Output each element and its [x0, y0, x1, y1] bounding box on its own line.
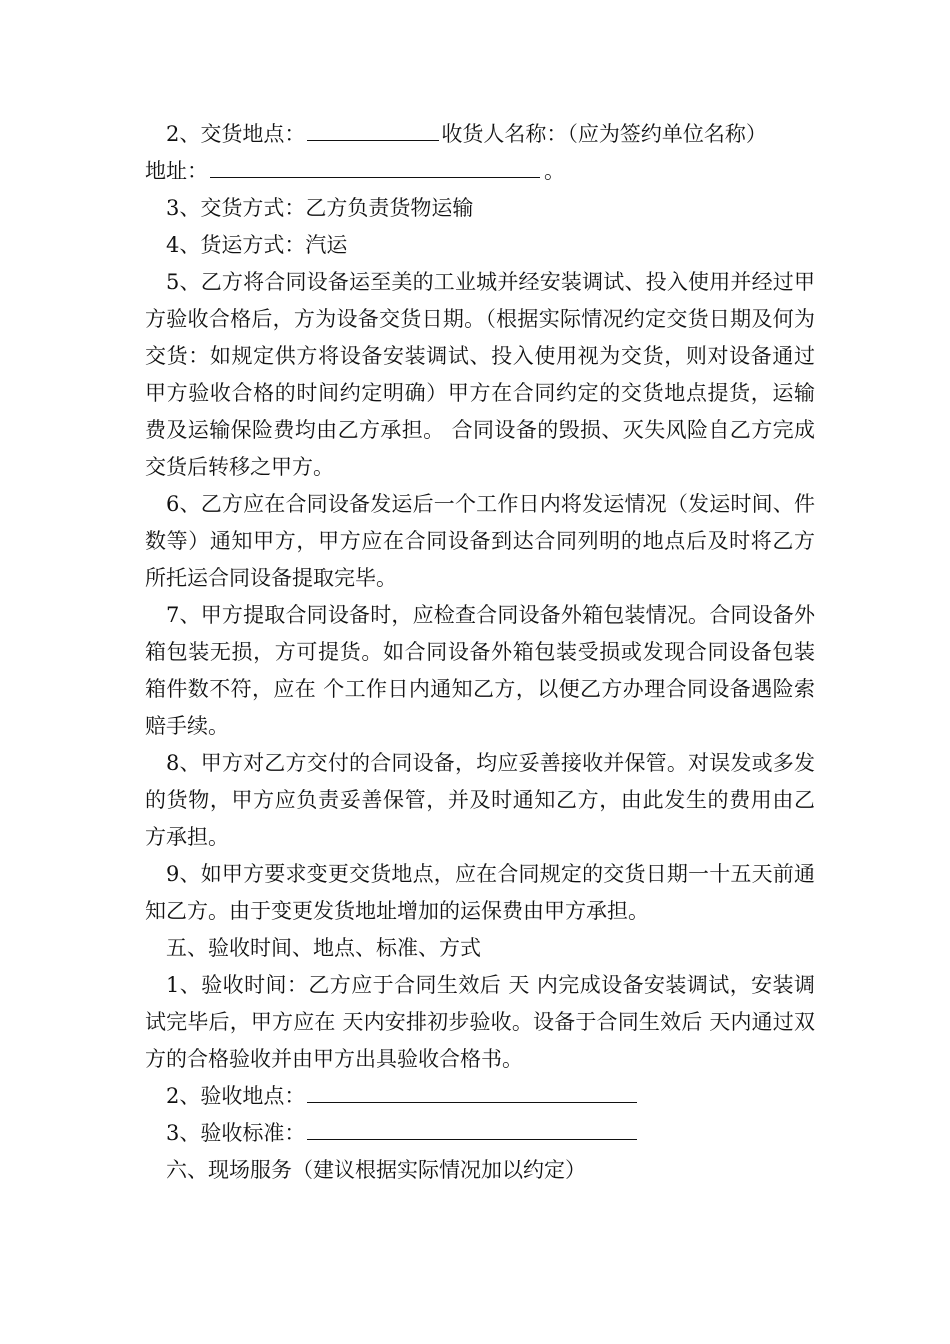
- clause-text: 收货人名称：（应为签约单位名称）: [441, 122, 767, 146]
- clause-delivery-date: 5、乙方将合同设备运至美的工业城并经安装调试、投入使用并经过甲方验收合格后，方为设备交货日期。（根据实际情况约定交货日期及何为交货：如规定供方将设备安装调试、投入使用视为交货，则对设备通过甲方验收合格的时间约定明确）甲方在合同约定的交货地点提货，运输费及运输保险费均由乙方承担。 合同设备的毁损、灭失风险自乙方完成交货后转移之甲方。: [145, 270, 815, 479]
- clause-acceptance-time: 1、验收时间：乙方应于合同生效后 天 内完成设备安装调试，安装调试完毕后，甲方应在 天内安排初步验收。设备于合同生效后 天内通过双方的合格验收并由甲方出具验收合格书。: [145, 973, 815, 1071]
- blank-line: [307, 1082, 637, 1103]
- clause-text: 。: [544, 159, 565, 183]
- clause-package-inspection: 7、甲方提取合同设备时，应检查合同设备外箱包装情况。合同设备外箱包装无损，方可提货。如合同设备外箱包装受损或发现合同设备包装箱件数不符，应在 个工作日内通知乙方，以便乙方办理合同设备遇险索赔手续。: [145, 603, 815, 738]
- blank-line: [307, 1119, 637, 1140]
- clause-delivery-method: 3、交货方式：乙方负责货物运输: [166, 196, 474, 220]
- clause-acceptance-location: [145, 1078, 815, 1115]
- clause-location-change: 9、如甲方要求变更交货地点，应在合同规定的交货日期一十五天前通知乙方。由于变更发货地址增加的运保费由甲方承担。: [145, 862, 815, 923]
- blank-line: [210, 157, 540, 178]
- section-heading-acceptance: 五、验收时间、地点、标准、方式: [166, 936, 481, 960]
- clause-freight-method: 4、货运方式：汽运: [166, 233, 348, 257]
- clause-address: [145, 153, 815, 190]
- clause-text: 地址：: [145, 159, 208, 183]
- blank-line: [307, 120, 439, 141]
- clause-shipment-notice: 6、乙方应在合同设备发运后一个工作日内将发运情况（发运时间、件数等）通知甲方，甲方应在合同设备到达合同列明的地点后及时将乙方所托运合同设备提取完毕。: [145, 492, 815, 590]
- clause-text: 3、验收标准：: [166, 1121, 306, 1145]
- clause-text: 2、验收地点：: [166, 1084, 306, 1108]
- clause-text: 2、交货地点：: [166, 122, 306, 146]
- section-heading-onsite-service: 六、现场服务（建议根据实际情况加以约定）: [166, 1158, 586, 1182]
- clause-acceptance-standard: [145, 1115, 815, 1152]
- document-body: [145, 116, 815, 1189]
- clause-goods-custody: 8、甲方对乙方交付的合同设备，均应妥善接收并保管。对误发或多发的货物，甲方应负责妥善保管，并及时通知乙方，由此发生的费用由乙方承担。: [145, 751, 815, 849]
- clause-delivery-location: [145, 116, 815, 153]
